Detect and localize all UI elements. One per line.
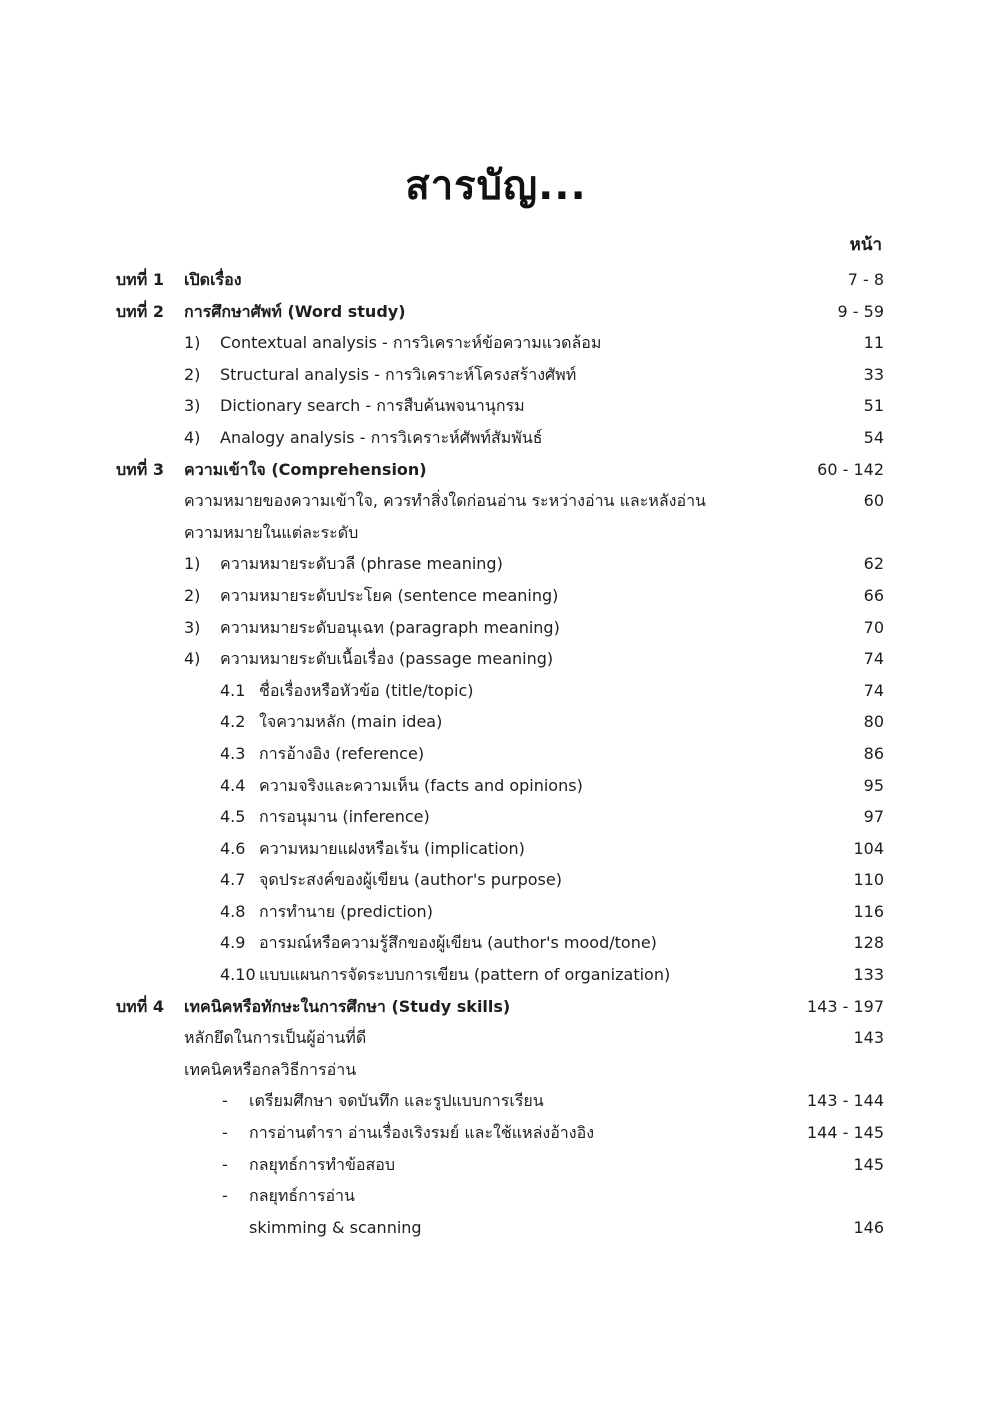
page-number: 80	[863, 712, 884, 732]
page-number: 62	[863, 554, 884, 574]
chapter-label: บทที่ 1	[116, 270, 164, 289]
bullet-dash: -	[222, 1186, 228, 1206]
entry-number: 4.8	[220, 901, 246, 921]
toc-entry	[0, 485, 992, 517]
toc-entry	[0, 612, 992, 644]
toc-entry	[0, 706, 992, 738]
page-number: 146	[853, 1217, 884, 1237]
entry-title: ความหมายระดับเนื้อเรื่อง (passage meaning)	[220, 649, 554, 669]
toc-entry	[0, 770, 992, 802]
entry-title: เตรียมศึกษา จดบันทึก และรูปแบบการเรียน	[249, 1091, 544, 1111]
toc-entry	[0, 517, 992, 549]
page-number: 7 - 8	[847, 270, 884, 289]
bullet-dash: -	[222, 1091, 228, 1111]
entry-number: 4.10	[220, 965, 256, 985]
entry-number: 1)	[184, 333, 201, 353]
page-number: 104	[853, 838, 884, 858]
toc-entry	[0, 296, 992, 328]
entry-title: อารมณ์หรือความรู้สึกของผู้เขียน (author's mood/tone)	[259, 933, 657, 953]
page-number: 86	[863, 743, 884, 763]
toc-entry	[0, 1149, 992, 1181]
toc-entry	[0, 864, 992, 896]
entry-title: ความหมายในแต่ละระดับ	[184, 522, 359, 542]
toc-entry	[0, 643, 992, 675]
table-of-contents	[0, 264, 992, 1243]
toc-entry	[0, 801, 992, 833]
bullet-dash: -	[222, 1154, 228, 1174]
entry-number: 2)	[184, 364, 201, 384]
page-number: 95	[863, 775, 884, 795]
toc-entry	[0, 548, 992, 580]
bullet-dash: -	[222, 1123, 228, 1143]
entry-number: 3)	[184, 617, 201, 637]
page-number: 70	[863, 617, 884, 637]
page-number: 143 - 197	[806, 996, 884, 1016]
entry-number: 4.5	[220, 807, 246, 827]
page-title: สารบัญ...	[405, 163, 587, 209]
entry-title: เทคนิคหรือทักษะในการศึกษา (Study skills)	[184, 996, 511, 1016]
toc-entry	[0, 959, 992, 991]
toc-entry	[0, 675, 992, 707]
page-number: 9 - 59	[837, 301, 884, 321]
entry-title: การศึกษาศัพท์ (Word study)	[184, 301, 406, 321]
entry-title: ความหมายของความเข้าใจ, ควรทำสิ่งใดก่อนอ่าน ระหว่างอ่าน และหลังอ่าน	[184, 491, 706, 511]
entry-number: 3)	[184, 396, 201, 416]
entry-title: ใจความหลัก (main idea)	[259, 712, 443, 732]
entry-number: 4.4	[220, 775, 246, 795]
page-number: 60	[863, 491, 884, 511]
toc-entry	[0, 390, 992, 422]
page-number: 51	[863, 396, 884, 416]
page-number: 116	[853, 901, 884, 921]
page-number: 145	[853, 1154, 884, 1174]
entry-title: แบบแผนการจัดระบบการเขียน (pattern of organization)	[259, 965, 671, 985]
page-number: 60 - 142	[817, 459, 884, 479]
page-number: 97	[863, 807, 884, 827]
toc-entry	[0, 927, 992, 959]
page-number: 110	[853, 870, 884, 890]
toc-entry	[0, 1085, 992, 1117]
entry-title: การอนุมาน (inference)	[259, 807, 430, 827]
entry-title: Dictionary search - การสืบค้นพจนานุกรม	[220, 396, 525, 416]
page-number: 143 - 144	[806, 1091, 884, 1111]
entry-title: เปิดเรื่อง	[184, 270, 242, 289]
entry-number: 4.9	[220, 933, 246, 953]
entry-number: 4.6	[220, 838, 246, 858]
page-number: 33	[863, 364, 884, 384]
toc-entry	[0, 1022, 992, 1054]
entry-title: กลยุทธ์การทำข้อสอบ	[249, 1154, 396, 1174]
page-number: 74	[863, 680, 884, 700]
page-number: 144 - 145	[806, 1123, 884, 1143]
entry-title: ความเข้าใจ (Comprehension)	[184, 459, 427, 479]
page-number: 133	[853, 965, 884, 985]
page-number: 54	[863, 427, 884, 447]
entry-number: 4.7	[220, 870, 246, 890]
entry-title: skimming & scanning	[249, 1217, 422, 1237]
toc-entry	[0, 454, 992, 486]
toc-entry	[0, 422, 992, 454]
toc-entry	[0, 1117, 992, 1149]
toc-entry	[0, 896, 992, 928]
toc-entry	[0, 359, 992, 391]
page-number: 66	[863, 585, 884, 605]
entry-number: 4.2	[220, 712, 246, 732]
entry-title: การทำนาย (prediction)	[259, 901, 433, 921]
page-number: 74	[863, 649, 884, 669]
toc-entry	[0, 1180, 992, 1212]
entry-title: ความหมายระดับวลี (phrase meaning)	[220, 554, 503, 574]
page-number: 143	[853, 1028, 884, 1048]
toc-entry	[0, 991, 992, 1023]
toc-entry	[0, 327, 992, 359]
entry-number: 4)	[184, 427, 201, 447]
entry-title: หลักยึดในการเป็นผู้อ่านที่ดี	[184, 1028, 367, 1048]
toc-entry	[0, 738, 992, 770]
chapter-label: บทที่ 2	[116, 301, 164, 321]
entry-number: 1)	[184, 554, 201, 574]
entry-number: 2)	[184, 585, 201, 605]
toc-entry	[0, 833, 992, 865]
toc-entry	[0, 1054, 992, 1086]
entry-title: Structural analysis - การวิเคราะห์โครงสร้างศัพท์	[220, 364, 577, 384]
entry-title: Analogy analysis - การวิเคราะห์ศัพท์สัมพันธ์	[220, 427, 543, 447]
entry-number: 4)	[184, 649, 201, 669]
entry-title: ชื่อเรื่องหรือหัวข้อ (title/topic)	[259, 680, 474, 700]
entry-number: 4.1	[220, 680, 246, 700]
entry-title: จุดประสงค์ของผู้เขียน (author's purpose)	[259, 870, 562, 890]
entry-title: ความหมายแฝงหรือเร้น (implication)	[259, 838, 525, 858]
toc-entry	[0, 1212, 992, 1244]
page-column-header: หน้า	[849, 235, 882, 255]
page-number: 11	[863, 333, 884, 353]
entry-title: ความหมายระดับอนุเฉท (paragraph meaning)	[220, 617, 560, 637]
entry-title: ความหมายระดับประโยค (sentence meaning)	[220, 585, 559, 605]
entry-title: ความจริงและความเห็น (facts and opinions)	[259, 775, 583, 795]
chapter-label: บทที่ 4	[116, 996, 164, 1016]
entry-number: 4.3	[220, 743, 246, 763]
entry-title: การอ่านตำรา อ่านเรื่องเริงรมย์ และใช้แหล่งอ้างอิง	[249, 1123, 595, 1143]
entry-title: Contextual analysis - การวิเคราะห์ข้อความแวดล้อม	[220, 333, 602, 353]
entry-title: เทคนิคหรือกลวิธีการอ่าน	[184, 1059, 357, 1079]
toc-entry	[0, 264, 992, 296]
entry-title: การอ้างอิง (reference)	[259, 743, 425, 763]
toc-entry	[0, 580, 992, 612]
entry-title: กลยุทธ์การอ่าน	[249, 1186, 355, 1206]
chapter-label: บทที่ 3	[116, 459, 164, 479]
page-number: 128	[853, 933, 884, 953]
